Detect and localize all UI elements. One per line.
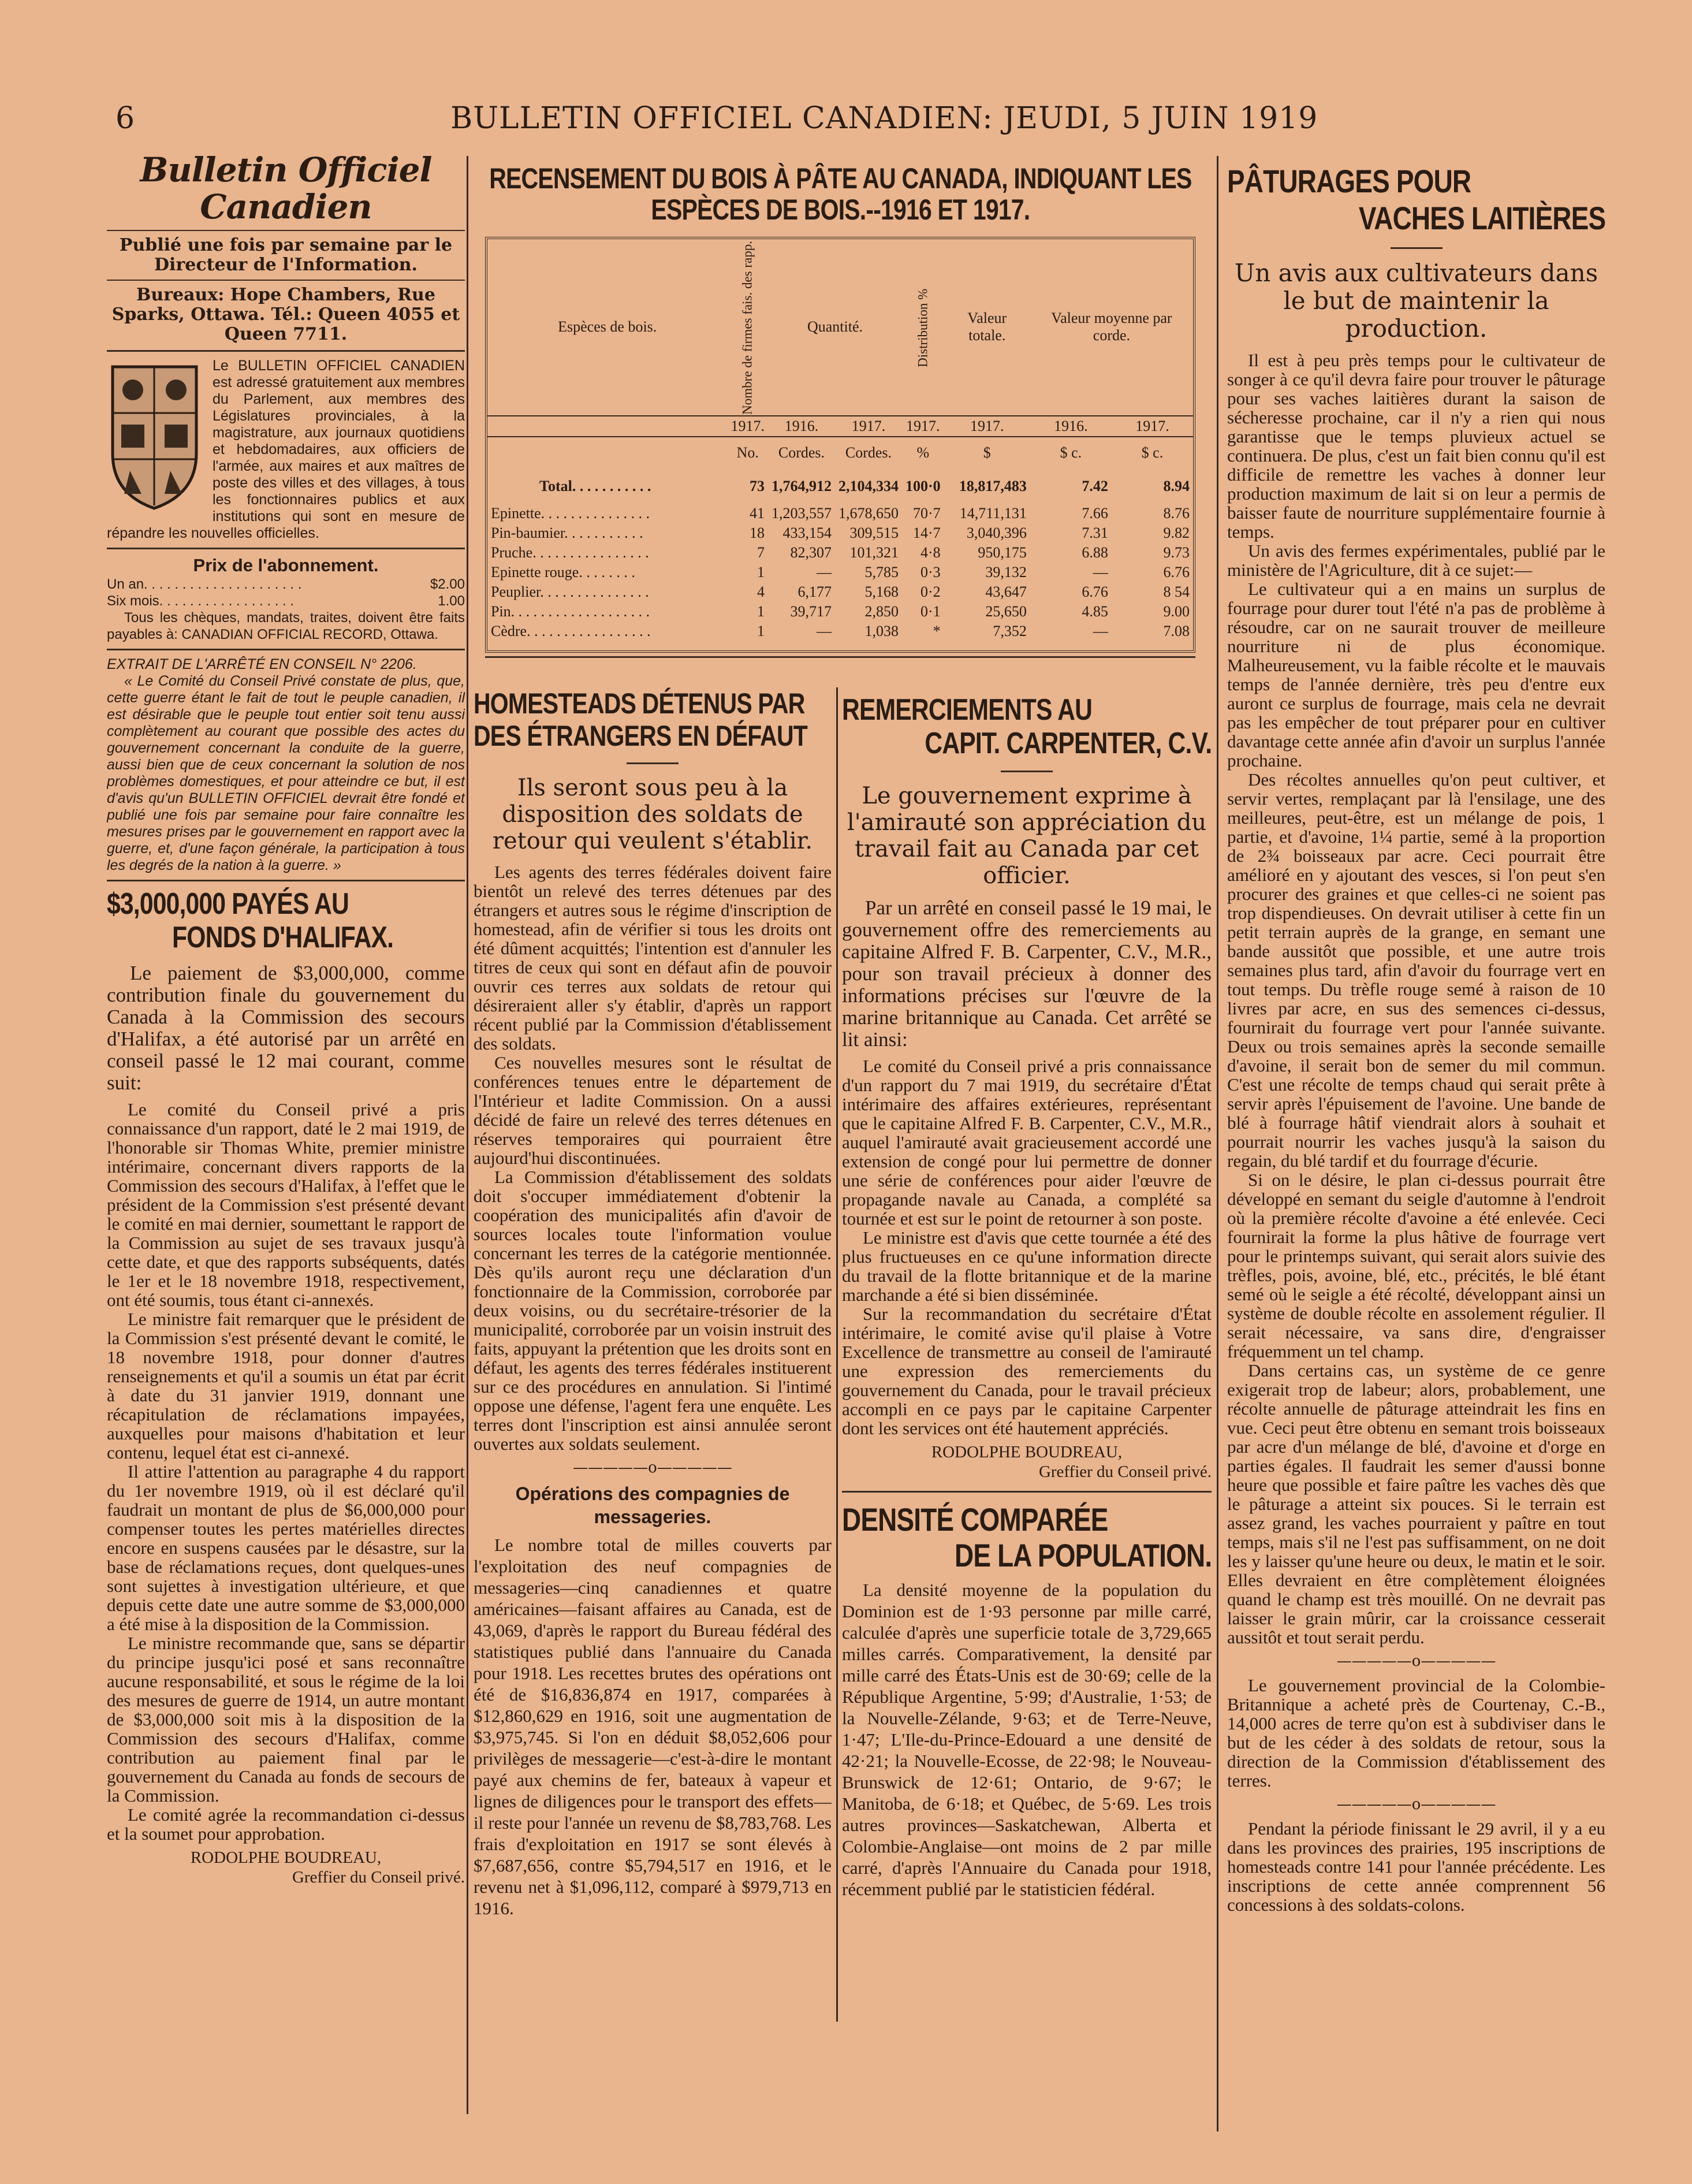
- census-headline: RECENSEMENT DU BOIS À PÂTE AU CANADA, INDIQUANT LES ESPÈCES DE BOIS.--1916 ET 1917.: [489, 163, 1192, 226]
- density-headline: DENSITÉ COMPARÉE DE LA POPULATION.: [842, 1501, 1212, 1573]
- publication-note: Publié une fois par semaine par le Directeur de l'Information.: [119, 235, 453, 275]
- column-header: Quantité.: [807, 318, 863, 336]
- price-row: Un an. . . . . . . . . . . . . . . . . . . . . $2.00: [107, 576, 465, 592]
- page-header: [110, 101, 1318, 153]
- paturages-body: Il est à peu près temps pour le cultivateur de songer à ce qu'il devra faire pour trouver le pâturage pour ses vaches laitières durant la saison de sécheresse prochaine, car il n'y a rien qui nous garantisse que le temps pluvieux actuel se continuera. De plus, c'est un fait bien connu qu'il est difficile de remettre les vaches à donner leur production maximum de lait si on leur a permis de baisser faute de nourriture supplémentaire fournie à temps. Un avis des fermes expérimentales, publié par le ministère de l'Agriculture, dit à ce sujet:— Le cultivateur qui a en mains un surplus de fourrage pour durer tout l'été n'a pas de problème à résoudre, car on ne saurait trouver de meilleure nourriture ni de plus économique. Malheureusement, vu la faible récolte et le mauvais temps de l'année dernière, très peu d'entre eux auront ce surplus de fourrage, mais cela ne devrait pas les empêcher de tout préparer pour en cultiver davantage cette année afin d'avoir un surplus l'année prochaine. Des récoltes annuelles qu'on peut cultiver, et servir vertes, remplaçant par là l'ensilage, une des meilleures, peut-être, est un mélange de pois, 1 partie, et d'avoine, 1¼ partie, semé à la proportion de 2¾ boisseaux par acre. Ceci pourrait être amélioré en y ajoutant des vesces, si l'on peut s'en procurer des graines et que celles-ci ne soient pas trop dispendieuses. On devrait utiliser à cette fin un petit terrain auprès de la grange, en semant une bande aussitôt que possible, et une autre trois semaines plus tard, afin d'avoir du fourrage vert en tout temps. Du trèfle rouge semé à raison de 10 livres par acre, en sus des semences ci-dessus, fournirait du fourrage vert pour l'année suivante. Deux ou trois semaines après la seconde semaille d'avoine, il serait bon de semer du mil commun. C'est une récolte de temps chaud qui serait prête à servir après l'épuisement de l'avoine. Une bande de blé à fourrage hâtif viendrait alors à souhait et pourrait nourrir les vaches jusqu'à la saison du regain, du blé tardif et du fourrage d'écurie. Si on le désire, le plan ci-dessus pourrait être développé en semant du seigle d'automne à l'endroit où la première récolte d'avoine a été enlevée. Ceci fournirait la forme la plus hâtive de fourrage vert pour le printemps suivant, qui serait alors suivie des trèfles, pois, avoine, blé, etc., précités, le blé étant semé où le seigle a été récolté, développant ainsi un système de double récolte en assolement régulier. Il serait nécessaire, va sans dire, d'engraisser fréquemment un tel champ. Dans certains cas, un système de ce genre exigerait trop de labeur; alors, probablement, une récolte annuelle de pâturage atteindrait les fins en vue. Ceci peut être obtenu en semant trois boisseaux par acre d'un mélange de blé, d'avoine et d'orge en parties égales. Il faudrait les semer d'aussi bonne heure que possible et faire paître les vaches dès que le pâturage a atteint six pouces. Si le terrain est assez grand, les vaches pourraient y paître en tout temps, mais s'il ne l'est pas suffisamment, on ne doit les y laisser qu'une heure ou deux, le matin et le soir. Elles devraient en être complètement éloignées quand le champ est très mouillé. On ne devrait pas laisser le grain mûrir, car la croissance cesserait aussitôt et tout serait perdu.: [1227, 350, 1605, 1647]
- homesteads-headline: HOMESTEADS DÉTENUS PAR DES ÉTRANGERS EN DÉFAUT: [474, 687, 807, 752]
- column-header: Valeur totale.: [967, 310, 1007, 344]
- offices-address: Bureaux: Hope Chambers, Rue Sparks, Ottawa. Tél.: Queen 4055 et Queen 7711.: [111, 285, 460, 344]
- carpenter-deck: Le gouvernement exprime à l'amirauté son appréciation du travail fait au Canada par cet officier.: [847, 783, 1207, 889]
- messageries-body: Le nombre total de milles couverts par l'exploitation des neuf compagnies de messageries—cinq canadiennes et quatre américaines—faisant affaires au Canada, est de 43,069, d'après le rapport du Bureau fédéral des statistiques publié dans l'annuaire du Canada pour 1918. Les recettes brutes des opérations ont été de $16,836,874 en 1917, comparées à $12,860,629 en 1916, soit une augmentation de $3,975,745. Si l'on en déduit $8,052,606 pour privilèges de messagerie—c'est-à-dire le montant payé aux chemins de fer, bateaux à vapeur et lignes de diligences pour le transport des effets—il reste pour l'année un revenu de $8,783,768. Les frais d'exploitation en 1917 se sont élevés à $7,687,656, contre $5,794,517 en 1916, et le revenu net à $1,096,112, comparé à $979,713 en 1916.: [474, 1535, 832, 1918]
- halifax-headline: $3,000,000 PAYÉS AU FONDS D'HALIFAX.: [107, 887, 394, 954]
- messageries-headline: Opérations des compagnies de messageries.: [515, 1483, 790, 1527]
- carpenter-headline: REMERCIEMENTS AU CAPIT. CARPENTER, C.V.: [842, 693, 1212, 760]
- paturages-deck: Un avis aux cultivateurs dans le but de maintenir la production.: [1234, 259, 1598, 343]
- table-row: Cèdre. . . . . . . . . . . . . . . . . 1 — 1,038 * 7,352 — 7.08: [491, 622, 1190, 639]
- column-header: Nombre de firmes fais. des rapp.: [740, 241, 755, 415]
- halifax-lead: Le paiement de $3,000,000, comme contribution finale du gouvernement du Canada à la Commission des secours d'Halifax, a été autorisé par un arrêté en conseil passé le 12 mai courant, comme suit:: [107, 962, 465, 1094]
- table-row: Peuplier. . . . . . . . . . . . . . . 4 6,177 5,168 0·2 43,647 6.76 8 54: [491, 583, 1190, 600]
- census-section: [474, 163, 1207, 683]
- masthead-column: [107, 151, 465, 2109]
- census-table: [485, 237, 1195, 653]
- year-row: 1917. 1916. 1917. 1917. 1917. 1916. 1917.: [487, 416, 1193, 437]
- carpenter-column: [842, 693, 1212, 2022]
- subscription-title: Prix de l'abonnement.: [193, 555, 379, 575]
- density-body: La densité moyenne de la population du Dominion est de 1·93 personne par mille carré, calculée d'après une superficie totale de 3,729,665 milles carrés. Comparativement, la densité par mille carré des États-Unis est de 30·69; celle de la République Argentine, 5·99; d'Australie, 1·53; de la Nouvelle-Zélande, 9·63; et de Terre-Neuve, 1·47; L'Ile-du-Prince-Edouard a une densité de 42·21; la Nouvelle-Ecosse, de 22·98; le Nouveau-Brunswick de 12·61; Ontario, de 9·67; le Manitoba, de 6·18; et Québec, de 5·69. Les trois autres provinces—Saskatchewan, Alberta et Colombie-Anglaise—ont moins de 2 par mille carré, d'après l'Annuaire du Canada pour 1918, récemment publié par le statisticien fédéral.: [842, 1580, 1212, 1899]
- column-rule: [467, 156, 468, 2114]
- homesteads-column: [474, 687, 832, 2016]
- distribution-note: Le BULLETIN OFFICIEL CANADIEN est adressé gratuitement aux membres du Parlement, aux membres des Législatures provinciales, à la magistrature, aux journaux quotidiens et hebdomadaires, aux officiers de l'armée, aux maires et aux maîtres de poste des villes et des villages, à tous les fonctionnaires publics et aux institutions qui sont en mesure de répandre les nouvelles officielles.: [107, 358, 465, 541]
- column-header: Espèces de bois.: [558, 318, 657, 336]
- page-number: 6: [115, 101, 135, 136]
- table-row: Epinette. . . . . . . . . . . . . . . 41 1,203,557 1,678,650 70·7 14,711,131 7.66 8.76: [491, 504, 1190, 522]
- table-row: Pin. . . . . . . . . . . . . . . . . . . 1 39,717 2,850 0·1 25,650 4.85 9.00: [491, 602, 1190, 620]
- table-row: Pruche. . . . . . . . . . . . . . . . 7 82,307 101,321 4·8 950,175 6.88 9.73: [491, 544, 1190, 561]
- extract-title: EXTRAIT DE L'ARRÊTÉ EN CONSEIL N° 2206.: [107, 656, 417, 672]
- carpenter-body: Le comité du Conseil privé a pris connaissance d'un rapport du 7 mai 1919, du secrétaire d'État intérimaire des affaires extérieures, représentant que le capitaine Alfred F. B. Carpenter, C.V., M.R., auquel l'amirauté avait gracieusement accordé une extension de congé pour lui permettre de donner une série de conférences pour aider l'œuvre de propagande navale au Canada, a complété sa tournée et est sur le point de retourner à son poste. Le ministre est d'avis que cette tournée a été des plus fructueuses en ce qu'une information directe du travail de la flotte britannique et de la marine marchande a été si bien disséminée. Sur la recommandation du secrétaire d'État intérimaire, le comité avise qu'il plaise à Votre Excellence de transmettre au conseil de l'amirauté une expression des remerciements du gouvernement du Canada, pour le travail précieux accompli en ce pays par le capitaine Carpenter dont les services ont été hautement appréciés.: [842, 1056, 1212, 1438]
- table-row: Pin-baumier. . . . . . . . . . . 18 433,154 309,515 14·7 3,040,396 7.31 9.82: [491, 524, 1190, 541]
- extract-text: « Le Comité du Conseil Privé constate de plus, que, cette guerre étant le fait de tout le peuple canadien, il est désirable que le peuple tout entier soit tenu aussi complètement au courant que possible des actes du gouvernement concernant la conduite de la guerre, aussi bien que de ceux concernant la solution de nos problèmes domestiques, et pour atteindre ce but, il est d'avis qu'un BULLETIN OFFICIEL devrait être fondé et publié une fois par semaine pour faire connaître les mesures prises par le gouvernement en rapport avec la guerre, et, d'une façon générale, la participation à tous les degrés de la nation à la guerre. »: [107, 673, 465, 873]
- unit-row: No. Cordes. Cordes. % $ $ c. $ c.: [736, 444, 1164, 462]
- halifax-body: Le comité du Conseil privé a pris connaissance d'un rapport, daté le 2 mai 1919, de l'honorable sir Thomas White, premier ministre intérimaire, concernant divers rapports de la Commission des secours d'Halifax, à l'effet que le président de la Commission s'est présenté devant le comité en mai dernier, soumettant le rapport de la Commission au sujet de ses travaux jusqu'à cette date, et que des rapports subséquents, datés le 1er et le 18 novembre 1918, respectivement, ont été soumis, tous étant ci-annexés. Le ministre fait remarquer que le président de la Commission s'est présenté devant le comité, le 18 novembre 1918, pour donner d'autres renseignements et qu'il a soumis un état par écrit à date du 31 janvier 1919, donnant une récapitulation de réclamations impayées, auxquelles pour maisons d'habitation et leur contenu, lequel état est ci-annexé. Il attire l'attention au paragraphe 4 du rapport du 1er novembre 1919, où il est déclaré qu'il faudrait un montant de plus de $6,000,000 pour compenser toutes les pertes matérielles directes encore en suspens causées par le désastre, sur la base de réclamations reçues, dont quelques-unes sont sujettes à investigation ultérieure, et que depuis cette date une autre somme de $3,000,000 a été mise à la disposition de la Commission. Le ministre recommande que, sans se départir du principe jusqu'ici posé et sans reconnaître aucune responsabilité, et sous le régime de la loi des mesures de guerre de 1914, un autre montant de $3,000,000 soit mis à la disposition de la Commission des secours d'Halifax, comme contribution au paiement final par le gouvernement du Canada au fonds de secours de la Commission. Le comité agrée la recommandation ci-dessus et la soumet pour approbation.: [107, 1099, 465, 1844]
- homesteads-deck: Ils seront sous peu à la disposition des soldats de retour qui veulent s'établir.: [492, 775, 813, 854]
- bc-note: Le gouvernement provincial de la Colombie-Britannique a acheté près de Courtenay, C.-B., 14,000 acres de terre qu'on est à subdiviser dans le but de les céder à des soldats de retour, sous la direction de la Commission d'établissement des terres.: [1227, 1675, 1605, 1791]
- coat-of-arms-icon: [107, 361, 202, 511]
- column-rule: [1217, 156, 1218, 2131]
- paturages-headline: PÂTURAGES POUR VACHES LAITIÈRES: [1227, 163, 1605, 236]
- column-header: Valeur moyenne par corde.: [1051, 310, 1172, 344]
- price-row: Six mois. . . . . . . . . . . . . . . . . . 1.00: [107, 593, 465, 609]
- homesteads-body: Les agents des terres fédérales doivent faire bientôt un relevé des terres détenues par des étrangers et autres sous le régime d'inscription de homestead, afin de vérifier si tous les droits ont été dûment acquittés; l'intention est d'annuler les titres de ceux qui sont en défaut afin de pouvoir ouvrir ces terres aux soldats de retour qui désireraient aller s'y établir, d'après un rapport récent publié par la Commission d'établissement des soldats. Ces nouvelles mesures sont le résultat de conférences tenues entre le département de l'Intérieur et ladite Commission. On a aussi décidé de faire un relevé des terres détenues en réserves temporaires qui pourraient être aujourd'hui discontinuées. La Commission d'établissement des soldats doit s'occuper immédiatement d'obtenir la coopération des municipalités afin d'avoir de sources locales toute l'information voulue concernant les terres de la catégorie mentionnée. Dès qu'ils auront reçu une déclaration d'un fonctionnaire de la Commission, corroborée par deux voisins, ou du secrétaire-trésorier de la municipalité, corroborée par un voisin instruit des faits, appuyant la prétention que les droits sont en défaut, les agents des terres fédérales instituerent sur ce des procédures en annulation. Si l'intimé oppose une défense, l'agent fera une enquête. Les terres dont l'inscription est ainsi annulée seront ouvertes aux soldats seulement.: [474, 862, 832, 1454]
- ornament-divider: —————o—————: [1336, 1653, 1496, 1670]
- table-row: Total. . . . . . . . . . . 73 1,764,912 2,104,334 100·0 18,817,483 7.42 8.94: [539, 477, 1190, 494]
- signature-title: Greffier du Conseil privé.: [1038, 1463, 1212, 1481]
- ornament-divider: —————o—————: [1336, 1796, 1496, 1813]
- table-row: Epinette rouge. . . . . . . . 1 — 5,785 0·3 39,132 — 6.76: [491, 563, 1190, 581]
- signature-name: RODOLPHE BOUDREAU,: [190, 1848, 382, 1867]
- carpenter-lead: Par un arrêté en conseil passé le 19 mai, le gouvernement offre des remerciements au capitaine Alfred F. B. Carpenter, C.V., M.R., pour son travail précieux à donner des informations précises sur l'œuvre de la marine britannique au Canada. Cet arrêté se lit ainsi:: [842, 896, 1212, 1051]
- paturages-column: [1227, 163, 1605, 2138]
- payment-note: Tous les chèques, mandats, traites, doivent être faits payables à: CANADIAN OFFICIAL RECORD, Ottawa.: [107, 610, 465, 642]
- signature-title: Greffier du Conseil privé.: [292, 1868, 465, 1887]
- masthead: Bulletin Officiel Canadien: [140, 151, 432, 226]
- column-rule: [836, 687, 838, 2022]
- homestead-note: Pendant la période finissant le 29 avril, il y a eu dans les provinces des prairies, 195 inscriptions de homesteads contre 141 pour l'année précédente. Les inscriptions de cette année comprennent 56 concessions à des soldats-colons.: [1227, 1818, 1605, 1915]
- signature-name: RODOLPHE BOUDREAU,: [931, 1443, 1123, 1461]
- page-title: BULLETIN OFFICIEL CANADIEN: JEUDI, 5 JUIN 1919: [450, 101, 1318, 136]
- ornament-divider: —————o—————: [573, 1459, 732, 1476]
- column-header: Distribution %: [915, 288, 930, 367]
